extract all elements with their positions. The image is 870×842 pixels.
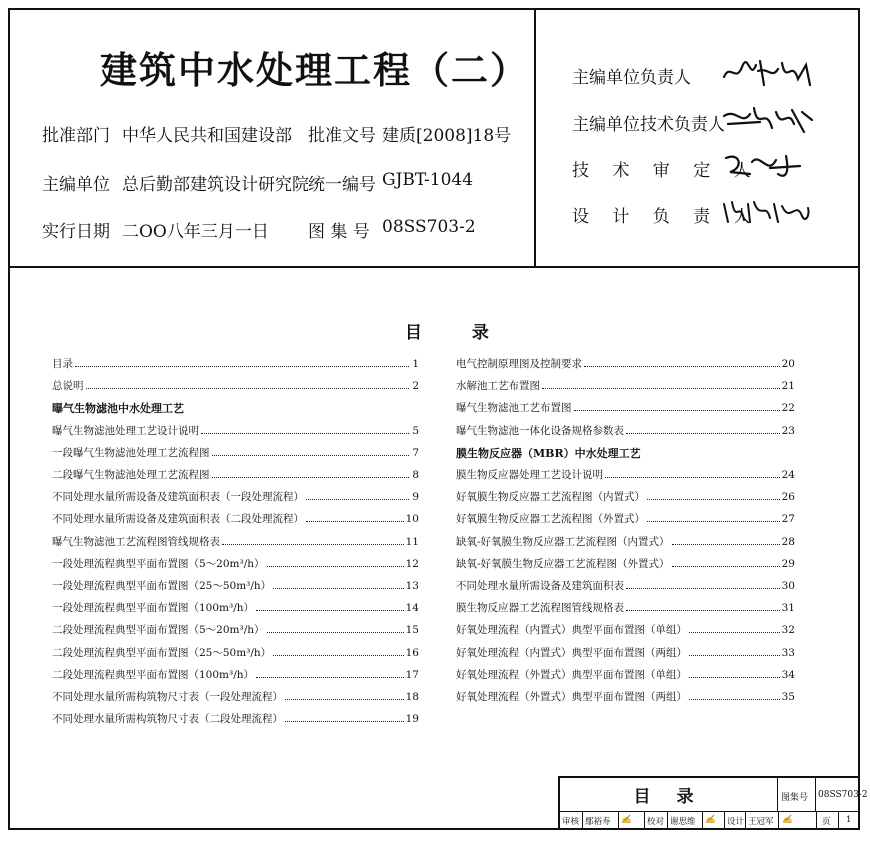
design-chief-label: 设 计 负 责 人 — [572, 207, 760, 227]
toc-entry-page: 2 — [412, 380, 419, 392]
toc-entry-page: 26 — [781, 491, 795, 503]
approval-doc: 建质[2008]18号 — [382, 126, 512, 146]
toc-entry-label: 好氧膜生物反应器工艺流程图（外置式） — [456, 513, 645, 525]
approval-dept: 中华人民共和国建设部 — [122, 126, 292, 146]
toc-entry-page: 10 — [405, 513, 419, 525]
atlas-no-cell — [816, 778, 868, 812]
editor-unit: 总后勤部建筑设计研究院 — [122, 175, 309, 195]
toc-entry-page: 9 — [412, 491, 419, 503]
toc-leader-dots — [626, 588, 780, 589]
toc-entry[interactable] — [456, 400, 795, 416]
toc-entry-label: 好氧处理流程（外置式）典型平面布置图（两组） — [456, 691, 687, 703]
toc-leader-dots — [212, 477, 410, 478]
toc-leader-dots — [212, 455, 410, 456]
toc-entry[interactable] — [52, 356, 419, 372]
toc-entry-label: 目录 — [52, 358, 73, 370]
toc-section-heading: 曝气生物滤池中水处理工艺 — [52, 402, 184, 415]
toc-entry-page: 17 — [405, 669, 419, 681]
tech-chief-label: 主编单位技术负责人 — [572, 115, 725, 135]
tech-review-label: 技 术 审 定 人 — [572, 161, 760, 181]
toc-entry[interactable] — [456, 556, 795, 572]
toc-entry[interactable] — [52, 423, 419, 439]
approval-dept-label: 批准部门 — [42, 126, 110, 146]
toc-entry[interactable] — [52, 445, 419, 461]
toc-entry-page: 13 — [405, 580, 419, 592]
toc-entry-page: 1 — [412, 358, 419, 370]
toc-entry-label: 二段处理流程典型平面布置图（25～50m³/h） — [52, 647, 272, 659]
toc-entry-label: 一段处理流程典型平面布置图（25～50m³/h） — [52, 580, 272, 592]
editor-unit-label: 主编单位 — [42, 175, 110, 195]
toc-leader-dots — [273, 655, 403, 656]
toc-entry-label: 曝气生物滤池一体化设备规格参数表 — [456, 425, 624, 437]
toc-leader-dots — [256, 677, 404, 678]
title-block-signature-row — [560, 812, 860, 830]
toc-entry-page: 33 — [781, 647, 795, 659]
header-vertical-divider — [534, 8, 536, 266]
toc-entry-page: 20 — [781, 358, 795, 370]
toc-entry[interactable] — [52, 534, 419, 550]
toc-entry[interactable] — [456, 467, 795, 483]
toc-entry-label: 好氧处理流程（内置式）典型平面布置图（两组） — [456, 647, 687, 659]
toc-leader-dots — [201, 433, 409, 434]
toc-entry[interactable] — [52, 622, 419, 638]
designer-name: 王冠军 — [748, 817, 774, 827]
toc-entry-label: 好氧处理流程（外置式）典型平面布置图（单组） — [456, 669, 687, 681]
toc-leader-dots — [306, 499, 409, 500]
toc-leader-dots — [672, 566, 780, 567]
toc-entry-label: 一段处理流程典型平面布置图（100m³/h） — [52, 602, 255, 614]
toc-leader-dots — [86, 388, 410, 389]
toc-entry-page: 30 — [781, 580, 795, 592]
toc-entry[interactable] — [52, 489, 419, 505]
toc-leader-dots — [672, 544, 780, 545]
toc-entry-label: 不同处理水量所需构筑物尺寸表（一段处理流程） — [52, 691, 283, 703]
toc-leader-dots — [256, 610, 404, 611]
checker-signature: ✍ — [705, 815, 716, 825]
checker-name: 谢思维 — [670, 817, 696, 827]
page-title: 建筑中水处理工程（二） — [100, 48, 529, 92]
toc-entry[interactable] — [52, 600, 419, 616]
toc-entry-label: 二段处理流程典型平面布置图（100m³/h） — [52, 669, 255, 681]
toc-entry[interactable] — [456, 667, 795, 683]
atlas-no: 08SS703-2 — [382, 217, 476, 237]
toc-leader-dots — [689, 699, 780, 700]
toc-entry-label: 膜生物反应器处理工艺设计说明 — [456, 469, 603, 481]
title-block-name: 目 录 — [560, 778, 778, 812]
toc-entry-label: 曝气生物滤池处理工艺设计说明 — [52, 425, 199, 437]
toc-leader-dots — [267, 632, 404, 633]
toc-entry-label: 二段处理流程典型平面布置图（5～20m³/h） — [52, 624, 265, 636]
toc-entry-label: 不同处理水量所需设备及建筑面积表（二段处理流程） — [52, 513, 304, 525]
toc-entry-page: 35 — [781, 691, 795, 703]
toc-entry-page: 21 — [781, 380, 795, 392]
toc-entry-page: 34 — [781, 669, 795, 681]
signature-design-chief — [720, 194, 815, 228]
approval-doc-label: 批准文号 — [308, 126, 376, 146]
designer-signature: ✍ — [782, 815, 793, 825]
reviewer-signature: ✍ — [621, 815, 632, 825]
toc-leader-dots — [267, 566, 404, 567]
toc-entry-label: 二段曝气生物滤池处理工艺流程图 — [52, 469, 210, 481]
atlas-no-label: 图 集 号 — [308, 222, 370, 242]
effective-date-label: 实行日期 — [42, 222, 110, 242]
toc-entry[interactable] — [52, 667, 419, 683]
toc-leader-dots — [273, 588, 403, 589]
toc-title: 目 录 — [405, 323, 511, 343]
toc-entry-label: 总说明 — [52, 380, 84, 392]
toc-entry-page: 5 — [412, 425, 419, 437]
toc-entry-label: 一段曝气生物滤池处理工艺流程图 — [52, 447, 210, 459]
toc-entry-label: 缺氧-好氧膜生物反应器工艺流程图（内置式） — [456, 536, 670, 548]
effective-date: 二OO八年三月一日 — [122, 222, 269, 242]
toc-leader-dots — [647, 521, 780, 522]
toc-entry-page: 32 — [781, 624, 795, 636]
toc-entry-page: 8 — [412, 469, 419, 481]
toc-entry-label: 电气控制原理图及控制要求 — [456, 358, 582, 370]
toc-entry[interactable] — [52, 467, 419, 483]
toc-section-heading: 膜生物反应器（MBR）中水处理工艺 — [456, 447, 641, 460]
toc-leader-dots — [285, 699, 404, 700]
check-label: 校对 — [647, 817, 665, 827]
toc-entry-label: 膜生物反应器工艺流程图管线规格表 — [456, 602, 624, 614]
toc-entry-page: 11 — [405, 536, 419, 548]
toc-entry-page: 29 — [781, 558, 795, 570]
toc-entry-page: 23 — [781, 425, 795, 437]
toc-entry-label: 一段处理流程典型平面布置图（5～20m³/h） — [52, 558, 265, 570]
page-label: 页 — [822, 817, 831, 827]
toc-entry-page: 22 — [781, 402, 795, 414]
toc-leader-dots — [584, 366, 780, 367]
toc-entry[interactable] — [52, 578, 419, 594]
unified-no-label: 统一编号 — [308, 175, 376, 195]
toc-leader-dots — [574, 410, 780, 411]
toc-entry[interactable] — [456, 622, 795, 638]
atlas-no-label-cell — [778, 778, 816, 812]
toc-entry-page: 27 — [781, 513, 795, 525]
toc-leader-dots — [647, 499, 780, 500]
toc-leader-dots — [626, 610, 780, 611]
toc-entry[interactable] — [52, 645, 419, 661]
toc-entry[interactable] — [456, 689, 795, 705]
reviewer-name: 鄢裕寿 — [585, 817, 611, 827]
toc-entry[interactable] — [52, 689, 419, 705]
toc-entry[interactable] — [456, 356, 795, 372]
toc-entry-label: 不同处理水量所需设备及建筑面积表 — [456, 580, 624, 592]
page-number: 1 — [846, 815, 852, 825]
toc-entry-page: 19 — [405, 713, 419, 725]
toc-entry-label: 不同处理水量所需设备及建筑面积表（一段处理流程） — [52, 491, 304, 503]
toc-entry-label: 曝气生物滤池工艺布置图 — [456, 402, 572, 414]
signature-tech-review — [720, 148, 815, 182]
toc-entry[interactable] — [456, 645, 795, 661]
toc-leader-dots — [689, 632, 780, 633]
toc-entry-label: 好氧膜生物反应器工艺流程图（内置式） — [456, 491, 645, 503]
toc-leader-dots — [306, 521, 404, 522]
toc-entry-page: 31 — [781, 602, 795, 614]
toc-leader-dots — [285, 721, 404, 722]
review-label: 审核 — [562, 817, 580, 827]
toc-leader-dots — [605, 477, 780, 478]
toc-entry[interactable] — [52, 378, 419, 394]
toc-entry[interactable] — [456, 600, 795, 616]
toc-entry[interactable] — [456, 511, 795, 527]
toc-entry-page: 28 — [781, 536, 795, 548]
toc-entry-page: 14 — [405, 602, 419, 614]
toc-entry-page: 15 — [405, 624, 419, 636]
signature-chief-unit — [720, 55, 815, 89]
toc-entry-page: 18 — [405, 691, 419, 703]
signature-tech-chief — [720, 102, 815, 136]
toc-leader-dots — [222, 544, 404, 545]
toc-entry-page: 12 — [405, 558, 419, 570]
chief-unit-label: 主编单位负责人 — [572, 68, 691, 88]
toc-entry-page: 24 — [781, 469, 795, 481]
toc-entry-label: 不同处理水量所需构筑物尺寸表（二段处理流程） — [52, 713, 283, 725]
toc-leader-dots — [75, 366, 409, 367]
toc-entry-label: 好氧处理流程（内置式）典型平面布置图（单组） — [456, 624, 687, 636]
toc-leader-dots — [689, 677, 780, 678]
toc-entry[interactable] — [456, 534, 795, 550]
header-horizontal-divider — [8, 266, 860, 268]
design-label: 设计 — [727, 817, 745, 827]
toc-entry-page: 7 — [412, 447, 419, 459]
toc-leader-dots — [626, 433, 780, 434]
toc-leader-dots — [689, 655, 780, 656]
title-block — [558, 776, 868, 830]
toc-entry[interactable] — [456, 378, 795, 394]
tb-atlas-no: 08SS703-2 — [818, 790, 868, 800]
toc-entry-label: 曝气生物滤池工艺流程图管线规格表 — [52, 536, 220, 548]
toc-entry-label: 水解池工艺布置图 — [456, 380, 540, 392]
toc-entry-label: 缺氧-好氧膜生物反应器工艺流程图（外置式） — [456, 558, 670, 570]
unified-no: GJBT-1044 — [382, 170, 474, 190]
toc-entry[interactable] — [456, 578, 795, 594]
toc-leader-dots — [542, 388, 780, 389]
toc-entry[interactable] — [52, 556, 419, 572]
toc-entry[interactable] — [456, 423, 795, 439]
toc-entry-page: 16 — [405, 647, 419, 659]
toc-entry[interactable] — [52, 711, 419, 727]
tb-atlas-no-label: 图集号 — [781, 793, 809, 803]
toc-entry[interactable] — [52, 511, 419, 527]
toc-entry[interactable] — [456, 489, 795, 505]
